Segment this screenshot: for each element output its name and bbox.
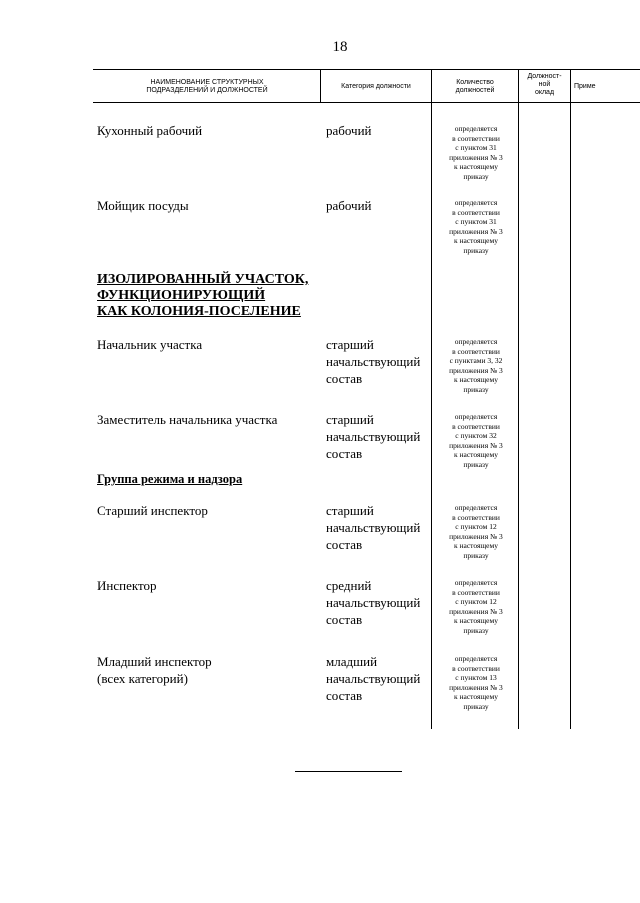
section-heading-guard xyxy=(97,472,242,486)
row-quantity-line: определяется xyxy=(454,198,498,207)
page-number: 18 xyxy=(332,39,348,55)
row-quantity xyxy=(435,412,517,470)
row-name xyxy=(97,502,208,519)
row-quantity xyxy=(435,198,517,256)
row-name-line: Инспектор xyxy=(97,578,157,593)
row-quantity xyxy=(435,654,517,712)
header-col-quantity-line1: Количество xyxy=(456,79,494,86)
row-quantity-line: с пунктами 3, 32 xyxy=(449,356,503,366)
row-quantity-line: в соответствии xyxy=(452,587,500,597)
row-quantity-line: приказу xyxy=(463,550,489,560)
table-top-rule xyxy=(93,69,640,70)
row-quantity-line: к настоящему xyxy=(453,616,499,626)
row-name-line: Начальник участка xyxy=(97,337,203,352)
row-quantity-line: к настоящему xyxy=(453,375,499,385)
row-category-line: состав xyxy=(326,537,363,552)
row-category-line: начальствующий xyxy=(326,354,421,369)
row-quantity-line: с пунктом 31 xyxy=(455,143,497,153)
header-bottom-rule xyxy=(93,102,640,103)
header-col-name-line1: НАИМЕНОВАНИЕ СТРУКТУРНЫХ xyxy=(150,79,264,86)
row-category-line: рабочий xyxy=(326,198,372,213)
row-quantity-line: с пунктом 32 xyxy=(455,431,497,441)
row-quantity-line: приказу xyxy=(463,245,489,255)
section-heading-line: КАК КОЛОНИЯ-ПОСЕЛЕНИЕ xyxy=(97,304,301,319)
row-category-line: младший xyxy=(326,654,378,669)
row-category-line: состав xyxy=(326,446,363,461)
row-category-line: начальствующий xyxy=(326,671,421,686)
row-name-line: (всех категорий) xyxy=(97,671,188,686)
section-heading-colony xyxy=(97,272,308,320)
row-quantity-line: приложения № 3 xyxy=(449,152,503,162)
row-name xyxy=(97,197,189,214)
header-col-quantity-line2: должностей xyxy=(455,87,495,94)
row-quantity-line: определяется xyxy=(454,337,498,346)
row-category-line: старший xyxy=(326,412,374,427)
row-name xyxy=(97,577,157,594)
row-category xyxy=(326,577,420,628)
row-quantity-line: в соответствии xyxy=(452,512,500,522)
row-category-line: средний xyxy=(326,578,372,593)
section-heading-line: ИЗОЛИРОВАННЫЙ УЧАСТОК, xyxy=(97,272,309,287)
row-category xyxy=(326,336,420,387)
row-name-line: Мойщик посуды xyxy=(97,198,189,213)
row-quantity-line: определяется xyxy=(454,412,498,421)
row-quantity-line: определяется xyxy=(454,503,498,512)
header-col-salary-line2: ной xyxy=(538,81,551,88)
header-col-name-line2: ПОДРАЗДЕЛЕНИЙ И ДОЛЖНОСТЕЙ xyxy=(146,87,268,94)
row-quantity-line: приложения № 3 xyxy=(449,440,503,450)
row-name xyxy=(97,653,212,687)
row-quantity-line: к настоящему xyxy=(453,236,499,246)
row-quantity-line: с пунктом 13 xyxy=(455,673,497,683)
row-quantity-line: с пунктом 31 xyxy=(455,217,497,227)
row-quantity xyxy=(435,337,517,395)
row-name-line: Младший инспектор xyxy=(97,654,212,669)
row-quantity xyxy=(435,578,517,636)
row-name xyxy=(97,336,202,353)
row-category-line: состав xyxy=(326,688,363,703)
header-col-salary-line3: оклад xyxy=(534,89,555,96)
header-col-category xyxy=(321,83,431,91)
row-name xyxy=(97,411,277,428)
row-quantity-line: к настоящему xyxy=(453,692,499,702)
row-quantity-line: в соответствии xyxy=(452,207,500,217)
row-quantity-line: определяется xyxy=(454,654,498,663)
row-category xyxy=(326,122,372,139)
header-col-salary xyxy=(519,73,570,97)
col-divider-4 xyxy=(570,70,571,729)
row-category-line: состав xyxy=(326,371,363,386)
col-divider-3 xyxy=(518,70,519,729)
row-category-line: начальствующий xyxy=(326,595,421,610)
row-quantity-line: с пунктом 12 xyxy=(455,522,497,532)
row-quantity-line: определяется xyxy=(454,124,498,133)
row-name-line: Старший инспектор xyxy=(97,503,208,518)
header-col-salary-line1: Должност- xyxy=(527,73,562,80)
row-quantity-line: приказу xyxy=(463,701,489,711)
header-col-category-text: Категория должности xyxy=(341,83,411,90)
row-quantity-line: приложения № 3 xyxy=(449,606,503,616)
row-category-line: рабочий xyxy=(326,123,372,138)
row-quantity-line: приказу xyxy=(463,171,489,181)
row-quantity-line: в соответствии xyxy=(452,133,500,143)
row-quantity-line: определяется xyxy=(454,578,498,587)
row-category xyxy=(326,502,420,553)
row-quantity-line: в соответствии xyxy=(452,421,500,431)
row-quantity xyxy=(435,124,517,182)
row-quantity-line: в соответствии xyxy=(452,663,500,673)
row-quantity-line: к настоящему xyxy=(453,162,499,172)
row-quantity-line: приложения № 3 xyxy=(449,531,503,541)
row-quantity-line: в соответствии xyxy=(452,346,500,356)
row-name-line: Кухонный рабочий xyxy=(97,123,203,138)
row-name xyxy=(97,122,202,139)
row-category-line: старший xyxy=(326,503,374,518)
row-quantity-line: приказу xyxy=(463,625,489,635)
section-heading-line: ФУНКЦИОНИРУЮЩИЙ xyxy=(97,288,266,303)
row-quantity-line: с пунктом 12 xyxy=(455,597,497,607)
row-category xyxy=(326,411,420,462)
row-quantity-line: приказу xyxy=(463,384,489,394)
row-category-line: старший xyxy=(326,337,374,352)
row-quantity-line: приложения № 3 xyxy=(449,682,503,692)
row-category-line: состав xyxy=(326,612,363,627)
header-col-name xyxy=(95,79,319,95)
row-quantity xyxy=(435,503,517,561)
header-col-note-text: Приме xyxy=(574,83,596,90)
row-category-line: начальствующий xyxy=(326,429,421,444)
section-heading-line: Группа режима и надзора xyxy=(97,472,243,486)
col-divider-2 xyxy=(431,70,432,729)
row-category xyxy=(326,653,420,704)
row-quantity-line: к настоящему xyxy=(453,450,499,460)
row-quantity-line: приказу xyxy=(463,459,489,469)
row-quantity-line: приложения № 3 xyxy=(449,365,503,375)
row-quantity-line: приложения № 3 xyxy=(449,226,503,236)
header-col-note xyxy=(574,83,596,91)
row-quantity-line: к настоящему xyxy=(453,541,499,551)
header-col-quantity xyxy=(432,79,518,95)
row-category-line: начальствующий xyxy=(326,520,421,535)
row-category xyxy=(326,197,372,214)
footer-rule xyxy=(295,771,402,772)
row-name-line: Заместитель начальника участка xyxy=(97,412,278,427)
